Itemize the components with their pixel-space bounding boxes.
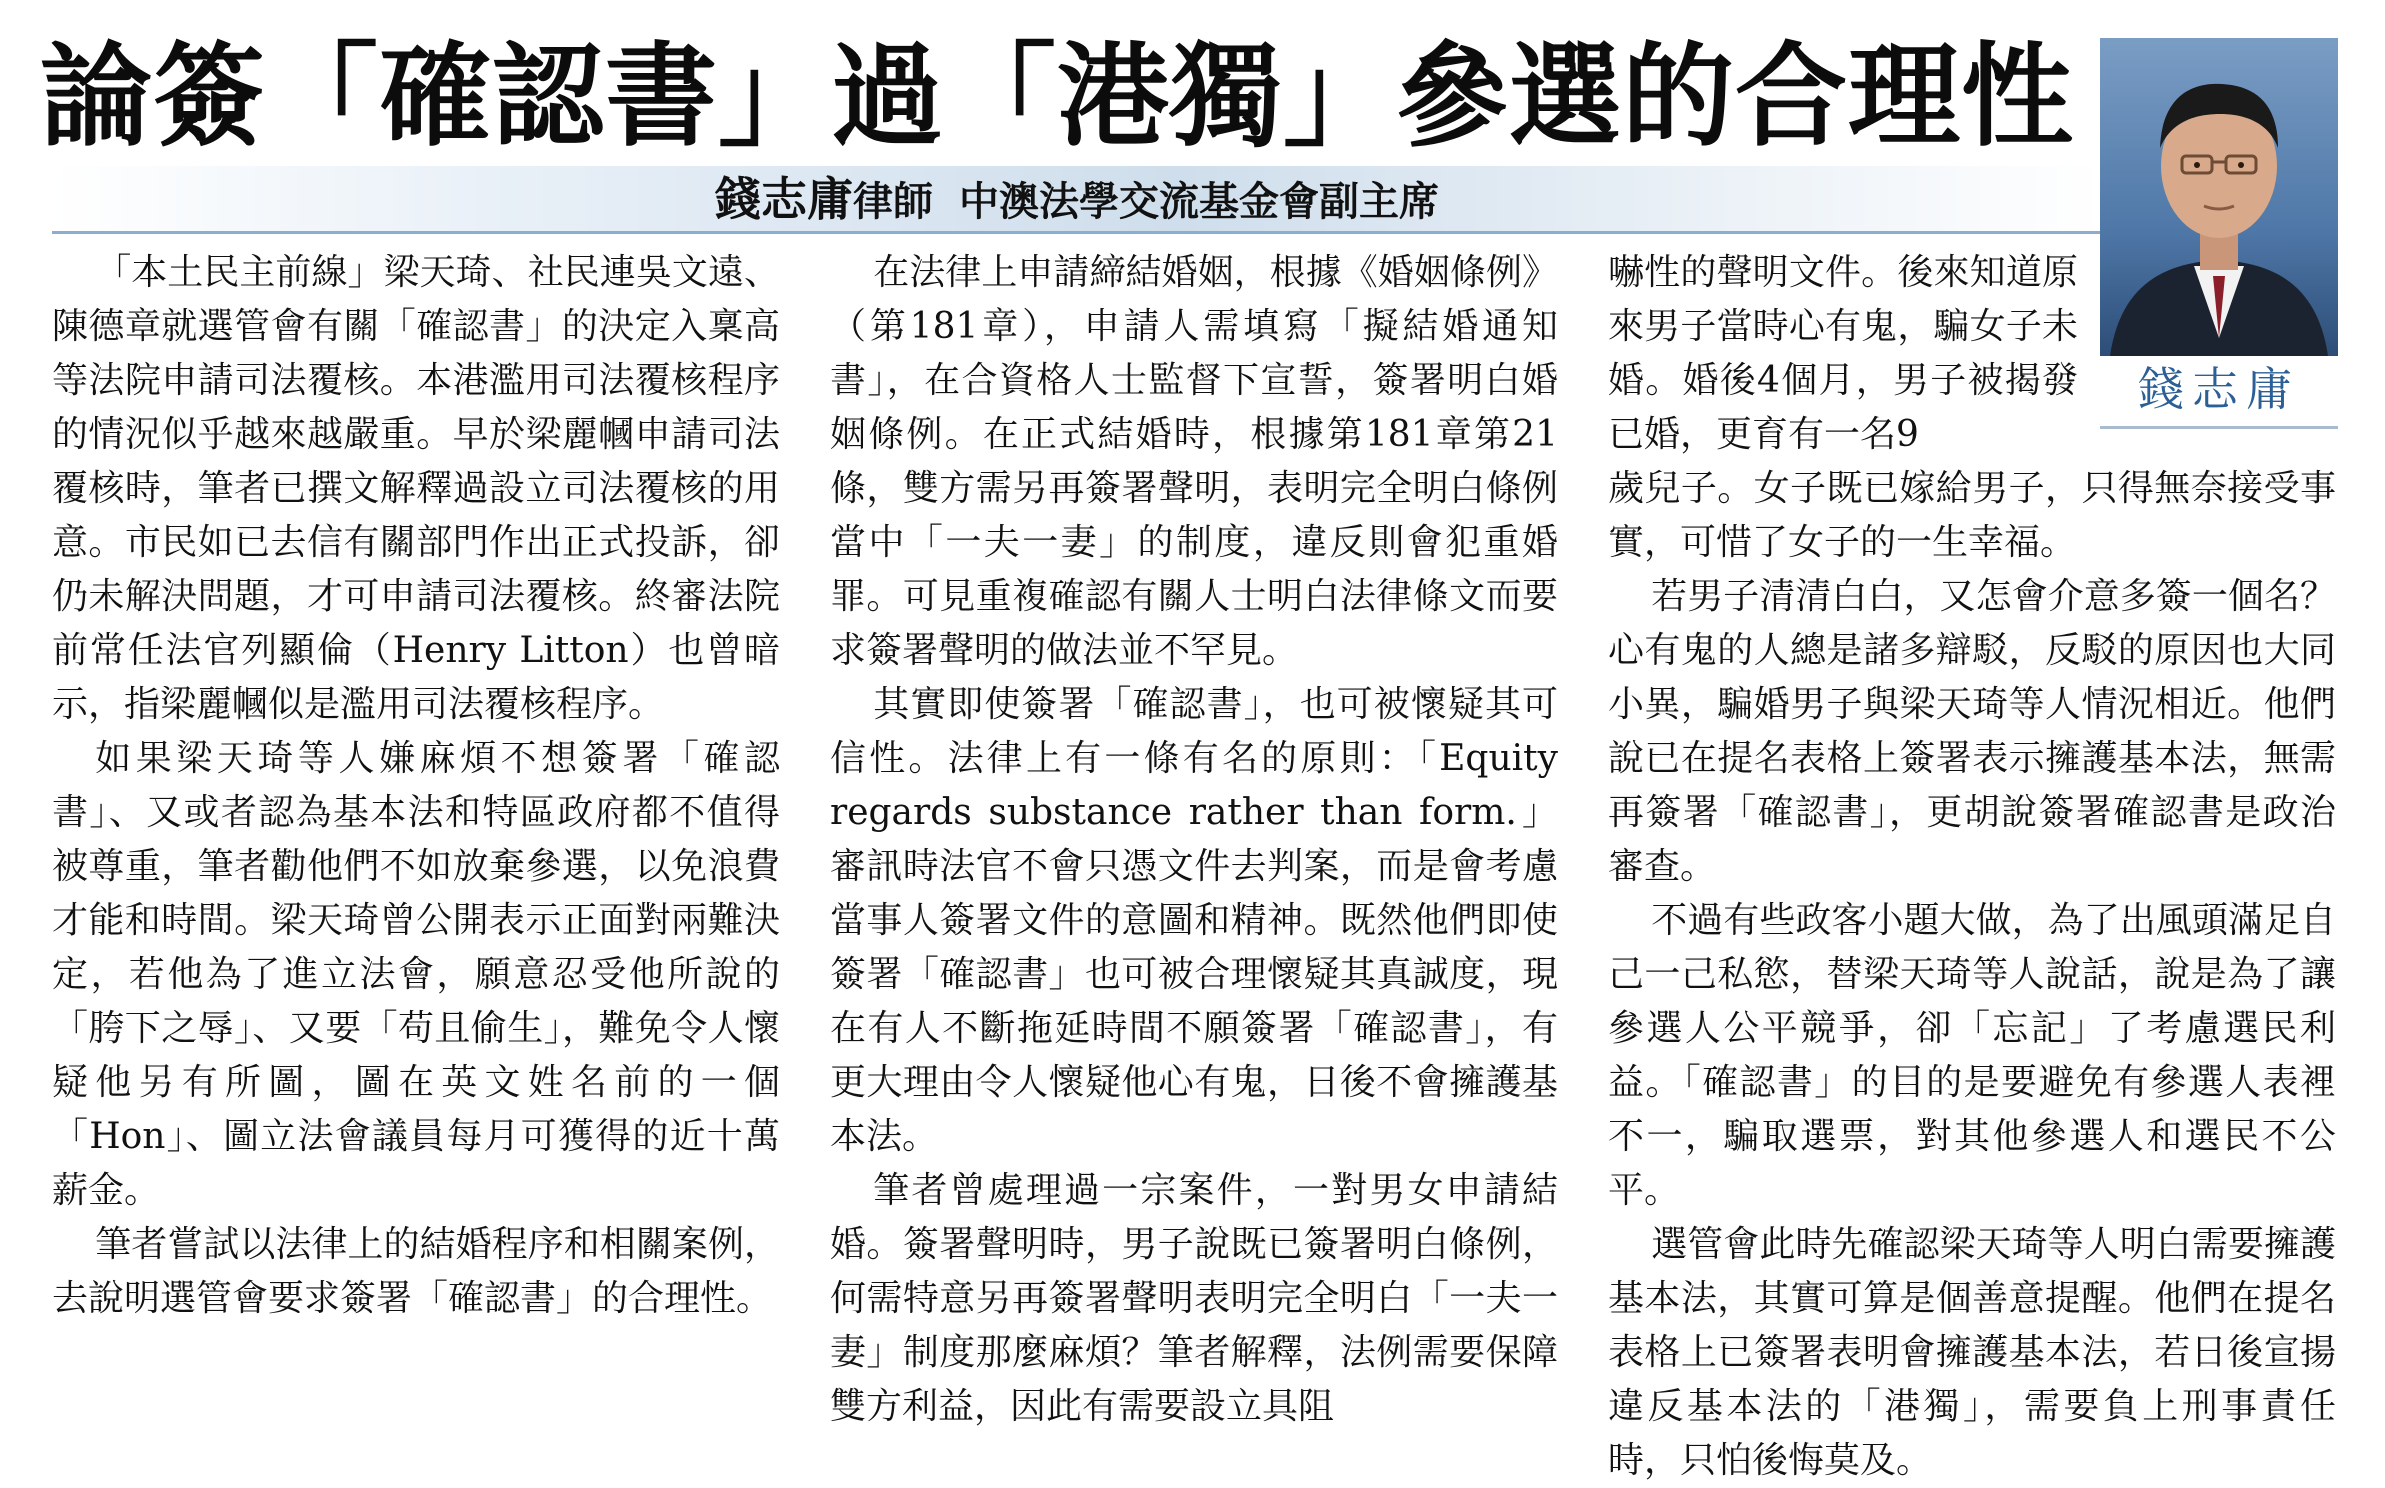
headline: 論簽「確認書」過「港獨」參選的合理性 (40, 32, 2074, 162)
paragraph: 筆者嘗試以法律上的結婚程序和相關案例，去說明選管會要求簽署「確認書」的合理性。 (52, 1224, 780, 1319)
byline-band (52, 166, 2102, 234)
article-column-2 (830, 246, 1558, 1456)
paragraph: 歲兒子。女子既已嫁給男子，只得無奈接受事實，可惜了女子的一生幸福。 (1608, 468, 2336, 563)
paragraph: 選管會此時先確認梁天琦等人明白需要擁護基本法，其實可算是個善意提醒。他們在提名表格上已簽署表明會擁護基本法，若日後宣揚違反基本法的「港獨」，需要負上刑事責任時，只怕後悔莫及。 (1608, 1224, 2336, 1481)
paragraph: 其實即使簽署「確認書」，也可被懷疑其可信性。法律上有一條有名的原則：「Equity regards substance rather than form.」審訊時法官不會只憑文件去判案，而是會考慮當事人簽署文件的意圖和精神。既然他們即使簽署「確認書」也可被合理懷疑其真誠度，現在有人不斷拖延時間不願簽署「確認書」，有更大理由令人懷疑他心有鬼，日後不會擁護基本法。 (830, 684, 1558, 1157)
paragraph: 筆者曾處理過一宗案件，一對男女申請結婚。簽署聲明時，男子說既已簽署明白條例，何需特意另再簽署聲明表明完全明白「一夫一妻」制度那麼麻煩？筆者解釋，法例需要保障雙方利益，因此有需要設立具阻 (830, 1170, 1558, 1427)
author-role: 律師 (853, 178, 933, 225)
paragraph: 不過有些政客小題大做，為了出風頭滿足自己一己私慾，替梁天琦等人說話，說是為了讓參選人公平競爭，卻「忘記」了考慮選民利益。「確認書」的目的是要避免有參選人表裡不一，騙取選票，對其他參選人和選民不公平。 (1608, 900, 2336, 1211)
paragraph: 若男子清清白白，又怎會介意多簽一個名？心有鬼的人總是諸多辯駁，反駁的原因也大同小異，騙婚男子與梁天琦等人情況相近。他們說已在提名表格上簽署表示擁護基本法，無需再簽署「確認書」，更胡說簽署確認書是政治審查。 (1608, 576, 2336, 887)
byline (52, 174, 2102, 227)
paragraph: 「本土民主前線」梁天琦、社民連吳文遠、陳德章就選管會有關「確認書」的決定入稟高等法院申請司法覆核。本港濫用司法覆核程序的情況似乎越來越嚴重。早於梁麗幗申請司法覆核時，筆者已撰文解釋過設立司法覆核的用意。市民如已去信有關部門作出正式投訴，卻仍未解決問題，才可申請司法覆核。終審法院前常任法官列顯倫（Henry Litton）也曾暗示，指梁麗幗似是濫用司法覆核程序。 (52, 252, 780, 725)
author-title: 中澳法學交流基金會副主席 (959, 178, 1439, 225)
paragraph: 如果梁天琦等人嫌麻煩不想簽署「確認書」、又或者認為基本法和特區政府都不值得被尊重，筆者勸他們不如放棄參選，以免浪費才能和時間。梁天琦曾公開表示正面對兩難決定，若他為了進立法會，願意忍受他所說的「胯下之辱」、又要「苟且偷生」，難免令人懷疑他另有所圖，圖在英文姓名前的一個「Hon」、圖立法會議員每月可獲得的近十萬薪金。 (52, 738, 780, 1211)
article-column-3 (1608, 246, 2336, 1481)
paragraph-continuation: 嚇性的聲明文件。後來知道原來男子當時心有鬼，騙女子未婚。婚後4個月，男子被揭發已婚，更育有一名9 (1608, 252, 2078, 455)
paragraph: 在法律上申請締結婚姻，根據《婚姻條例》（第181章），申請人需填寫「擬結婚通知書」，在合資格人士監督下宣誓，簽署明白婚姻條例。在正式結婚時，根據第181章第21條，雙方需另再簽署聲明，表明完全明白條例當中「一夫一妻」的制度，違反則會犯重婚罪。可見重複確認有關人士明白法律條文而要求簽署聲明的做法並不罕見。 (830, 252, 1558, 671)
article-column-1 (52, 246, 780, 1456)
author-name: 錢志庸 (715, 172, 853, 226)
photo-caption: 錢志庸 (2138, 362, 2300, 416)
